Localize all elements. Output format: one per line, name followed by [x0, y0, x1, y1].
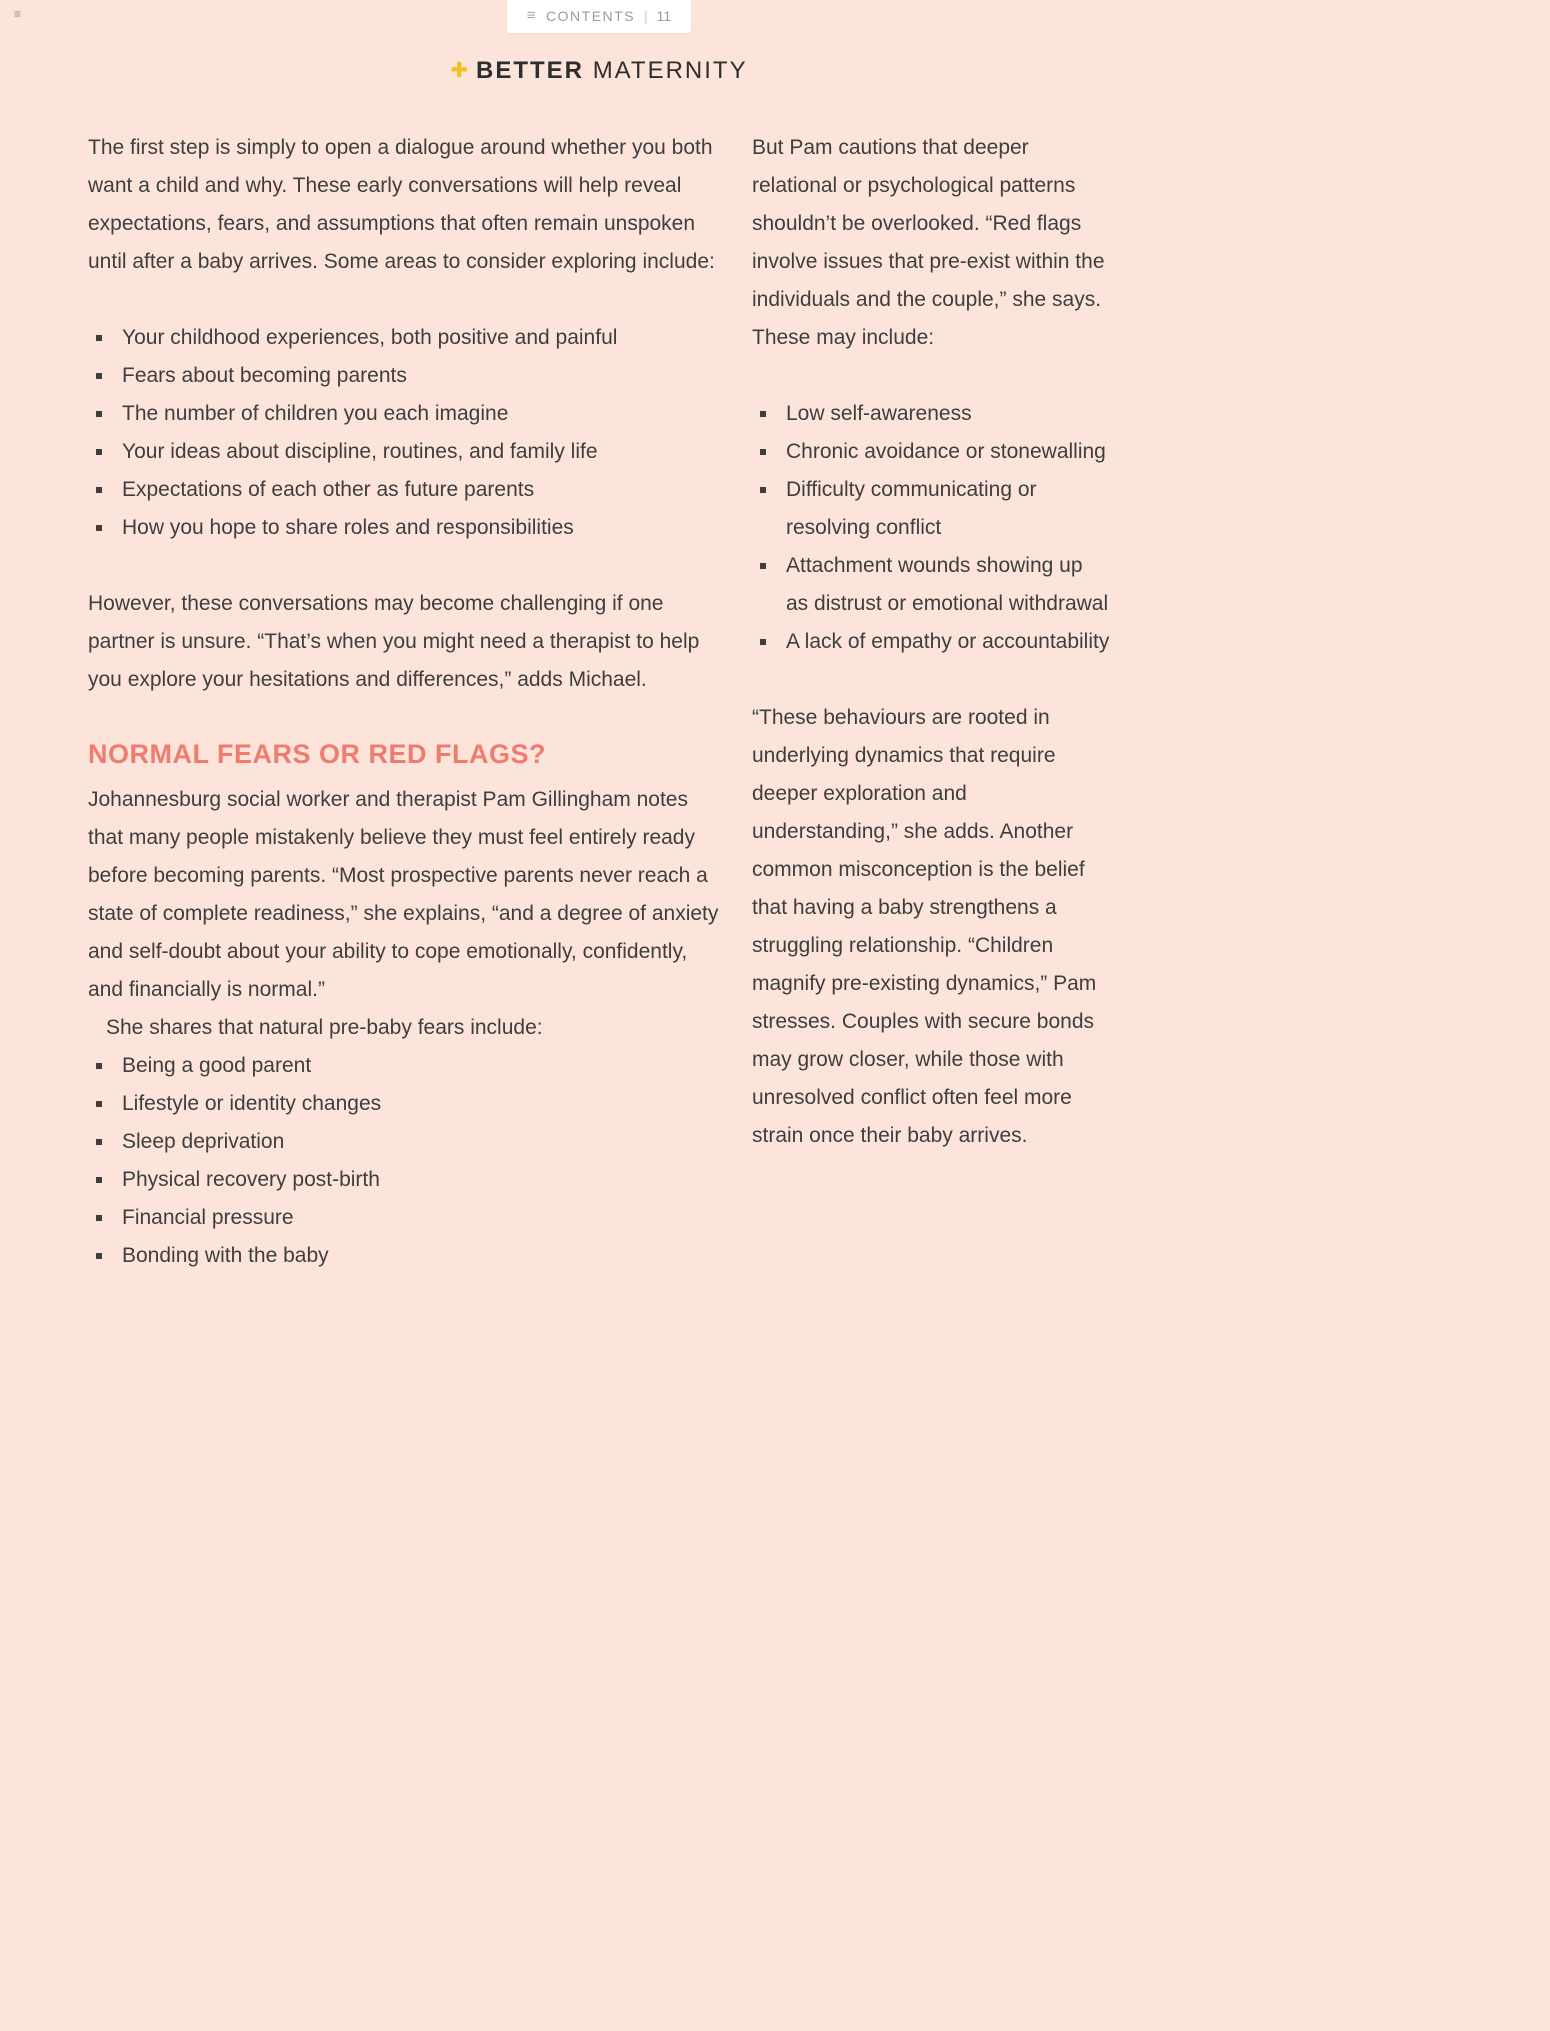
brand-name-light: MATERNITY [592, 57, 748, 84]
list-item: Your ideas about discipline, routines, and family life [88, 433, 728, 471]
bullet-list [88, 319, 728, 547]
list-item: Physical recovery post-birth [88, 1161, 728, 1199]
list-item: Financial pressure [88, 1199, 728, 1237]
right-column [752, 129, 1110, 1275]
paragraph: The first step is simply to open a dialogue around whether you both want a child and why. These early conversations will help reveal expectations, fears, and assumptions that often remain unspoken until after a baby arrives. Some areas to consider exploring include: [88, 136, 715, 273]
paragraph: She shares that natural pre-baby fears include: [106, 1016, 543, 1039]
contents-label: CONTENTS [546, 7, 636, 24]
list-item: Bonding with the baby [88, 1237, 728, 1275]
page-number: 11 [656, 7, 672, 24]
corner-menu-icon[interactable]: ≡ [14, 7, 22, 21]
list-item: Low self-awareness [752, 395, 1110, 433]
section-heading: NORMAL FEARS OR RED FLAGS? [88, 739, 546, 769]
masthead [88, 57, 1110, 85]
tab-divider: | [644, 7, 648, 24]
bullet-list [88, 1047, 728, 1275]
tab-wrap [88, 0, 1110, 33]
list-item: Lifestyle or identity changes [88, 1085, 728, 1123]
brand-flower-icon: ✚ [450, 59, 471, 82]
paragraph: “These behaviours are rooted in underlying dynamics that require deeper exploration and understanding,” she adds. Another common misconception is the belief that having a baby strengthens a struggling relationship. “Children magnify pre-existing dynamics,” Pam stresses. Couples with secure bonds may grow closer, while those with unresolved conflict often feel more strain once their baby arrives. [752, 706, 1097, 1147]
bullet-list [752, 395, 1110, 661]
list-item: Chronic avoidance or stonewalling [752, 433, 1110, 471]
list-item: Fears about becoming parents [88, 357, 728, 395]
contents-tab[interactable] [507, 0, 691, 33]
list-item: How you hope to share roles and responsibilities [88, 509, 728, 547]
list-item: Attachment wounds showing up as distrust or emotional withdrawal [752, 547, 1110, 623]
paragraph: But Pam cautions that deeper relational or psychological patterns shouldn’t be overlooked. “Red flags involve issues that pre-exist within the individuals and the couple,” she says. These may include: [752, 136, 1105, 349]
paragraph: Johannesburg social worker and therapist Pam Gillingham notes that many people mistakenly believe they must feel entirely ready before becoming parents. “Most prospective parents never reach a state of complete readiness,” she explains, “and a degree of anxiety and self-doubt about your ability to cope emotionally, confidently, and financially is normal.” [88, 788, 719, 1001]
brand-name-bold: BETTER [476, 57, 585, 84]
list-item: Difficulty communicating or resolving conflict [752, 471, 1110, 547]
paragraph: However, these conversations may become challenging if one partner is unsure. “That’s when you might need a therapist to help you explore your hesitations and differences,” adds Michael. [88, 592, 700, 691]
two-column-body [88, 129, 1110, 1275]
content-area [88, 0, 1110, 1275]
list-item: A lack of empathy or accountability [752, 623, 1110, 661]
hamburger-icon: ≡ [526, 7, 538, 24]
list-item: Your childhood experiences, both positive and painful [88, 319, 728, 357]
list-item: The number of children you each imagine [88, 395, 728, 433]
list-item: Being a good parent [88, 1047, 728, 1085]
left-column [88, 129, 728, 1275]
list-item: Expectations of each other as future parents [88, 471, 728, 509]
list-item: Sleep deprivation [88, 1123, 728, 1161]
